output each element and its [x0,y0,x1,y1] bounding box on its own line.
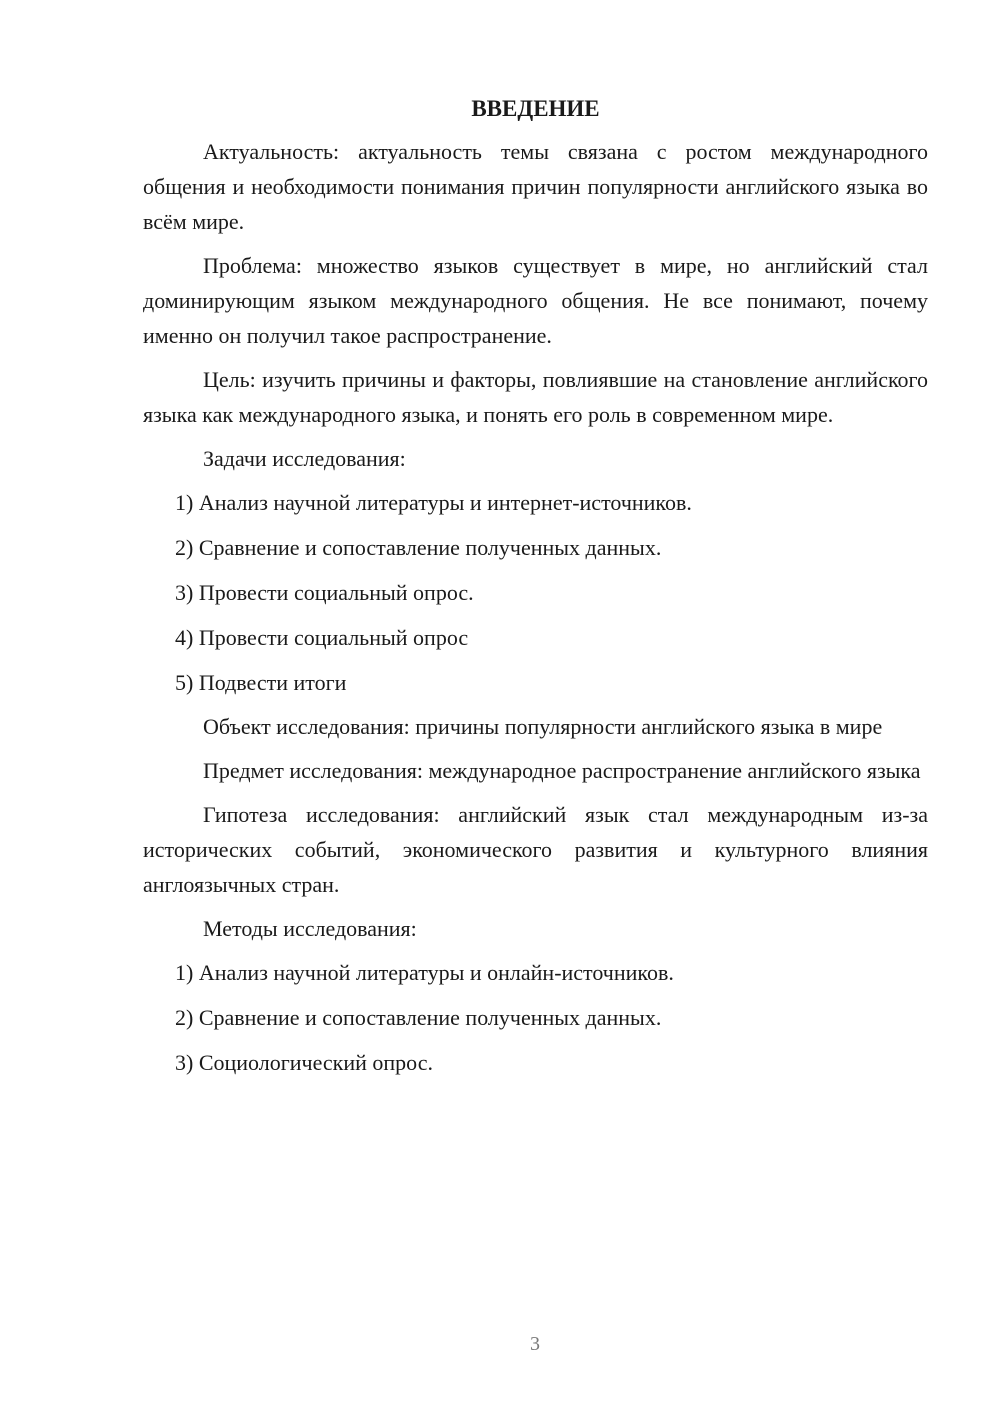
list-item: 3) Социологический опрос. [175,1050,433,1075]
list-item: 1) Анализ научной литературы и онлайн-источников. [175,960,674,985]
problem-paragraph: Проблема: множество языков существует в мире, но английский стал доминирующим языком международного общения. Не все понимают, почему именно он получил такое распространение. [143,253,928,348]
methods-label: Методы исследования: [203,916,417,941]
page-number: 3 [530,1333,540,1355]
methods-list [143,955,928,1080]
list-item: 4) Провести социальный опрос [175,625,469,650]
tasks-list [143,485,928,700]
document-page [143,92,928,1089]
section-title: ВВЕДЕНИЕ [471,96,600,121]
list-item: 2) Сравнение и сопоставление полученных данных. [175,535,662,560]
object-paragraph: Объект исследования: причины популярности английского языка в мире [203,714,883,739]
list-item: 1) Анализ научной литературы и интернет-источников. [175,490,692,515]
tasks-label: Задачи исследования: [203,446,406,471]
goal-paragraph: Цель: изучить причины и факторы, повлиявшие на становление английского языка как международного языка, и понять его роль в современном мире. [143,367,928,427]
list-item: 2) Сравнение и сопоставление полученных данных. [175,1005,662,1030]
relevance-paragraph: Актуальность: актуальность темы связана с ростом международного общения и необходимости понимания причин популярности английского языка во всём мире. [143,139,928,234]
hypothesis-paragraph: Гипотеза исследования: английский язык стал международным из-за исторических событий, экономического развития и культурного влияния англоязычных стран. [143,802,928,897]
list-item: 5) Подвести итоги [175,670,347,695]
subject-paragraph: Предмет исследования: международное распространение английского языка [203,758,921,783]
list-item: 3) Провести социальный опрос. [175,580,474,605]
